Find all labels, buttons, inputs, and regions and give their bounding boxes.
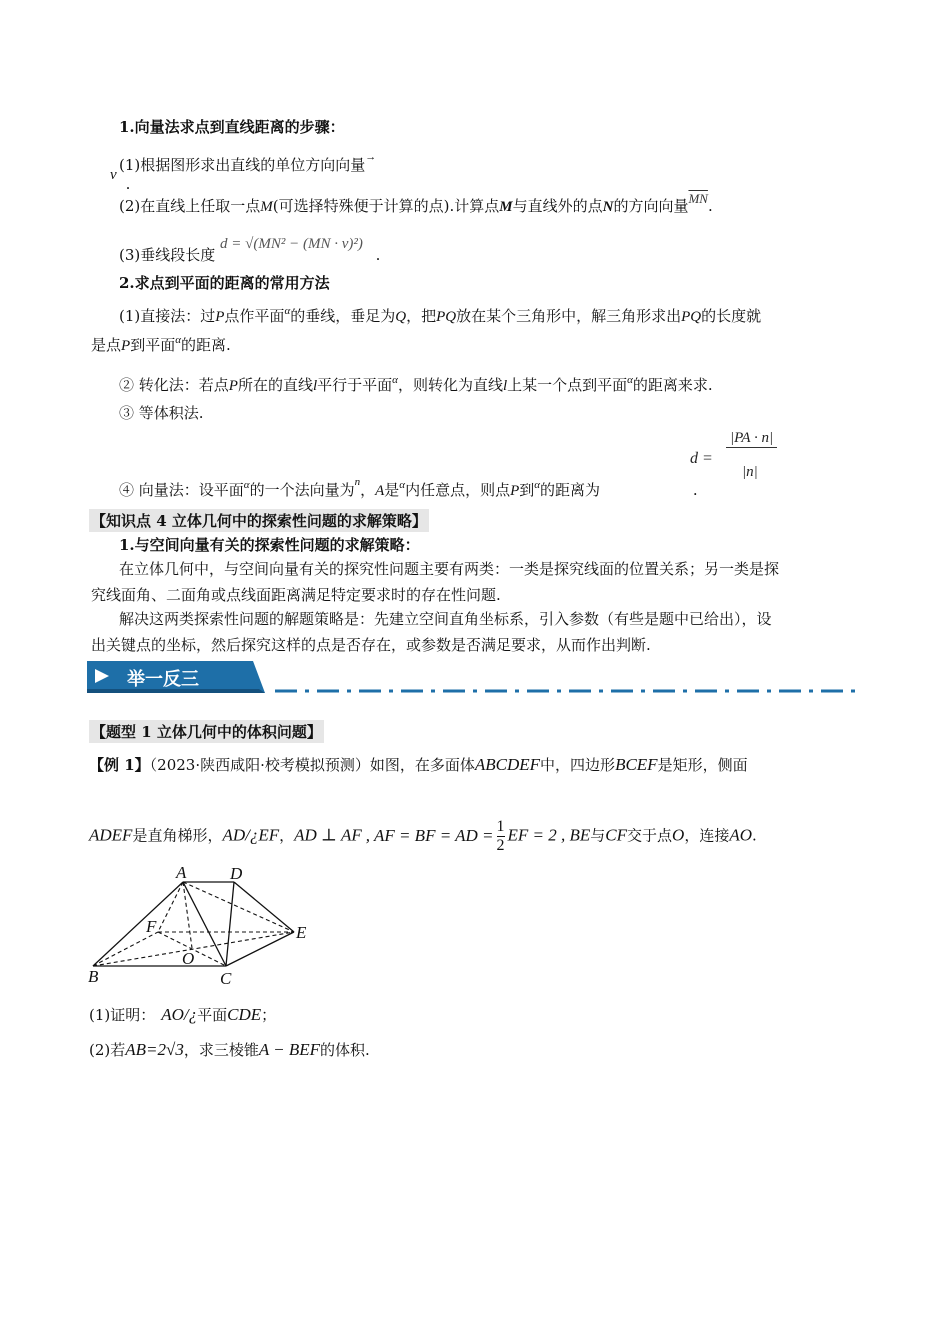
ex-l2-end: . — [752, 826, 757, 845]
m4-c: ， — [360, 481, 376, 499]
m1-d: ，把 — [406, 307, 437, 325]
rect-BCEF: BCEF — [615, 755, 658, 774]
section-title-point-line: 1.向量法求点到直线距离的步骤： — [119, 118, 345, 136]
m1-a: (1)直接法：过 — [119, 307, 216, 325]
m1-g: 是点 — [91, 336, 122, 354]
ex-t1: 中，四边形 — [540, 756, 616, 774]
q1-b: 平面 — [197, 1006, 228, 1024]
example-1-line2 — [89, 818, 757, 855]
edge-AE — [183, 882, 294, 932]
method-2 — [119, 374, 713, 395]
method-3: ③ 等体积法. — [119, 404, 204, 422]
poly-ABCDEF: ABCDEF — [474, 755, 541, 774]
m1-h: 到平面 — [130, 336, 176, 354]
expr-perp: AD ⊥ AF — [294, 825, 362, 845]
q1-expr: AO/¿ — [161, 1005, 198, 1024]
knowledge-point-4-title: 【知识点 4 立体几何中的探索性问题的求解策略】 — [89, 509, 429, 532]
kp4-para2-line2: 出关键点的坐标，然后探究这样的点是否存在，或参数是否满足要求，从而作出判断. — [91, 636, 651, 654]
m2-P: P — [228, 378, 238, 394]
question-1 — [89, 1004, 276, 1025]
edge-CE — [226, 932, 294, 966]
m4-g: 的距离为 — [540, 481, 601, 499]
q1-c: ； — [261, 1006, 277, 1024]
kp4-para1-line1: 在立体几何中，与空间向量有关的探究性问题主要有两类：一类是探究线面的位置关系；另一类是探 — [119, 560, 780, 578]
edge-DC — [226, 882, 234, 966]
line-CF: CF — [605, 825, 628, 845]
q2-b: ，求三棱锥 — [183, 1041, 259, 1059]
question-2 — [89, 1039, 370, 1060]
m2-l: l — [312, 378, 318, 394]
m1-b: 点作平面 — [224, 307, 285, 325]
formula-denominator: |n| — [742, 464, 758, 480]
frac-den: 2 — [496, 837, 505, 854]
m1-PQ-2: PQ — [681, 309, 702, 325]
label-C: C — [220, 969, 232, 987]
m1-PQ: PQ — [436, 309, 457, 325]
vector-v-label: v — [110, 167, 117, 183]
step-2-text-b: (可选择特殊便于计算的点).计算点 — [272, 197, 500, 215]
section-title-point-plane: 2.求点到平面的距离的常用方法 — [119, 274, 330, 292]
formula-d: d = — [690, 450, 713, 467]
example-source: （2023·陕西咸阳·校考模拟预测）如图，在多面体 — [149, 756, 475, 774]
fraction-half — [497, 818, 505, 855]
point-O: O — [672, 825, 685, 845]
q2-a: (2)若 — [89, 1041, 126, 1059]
q2-expr: AB=2√3 — [125, 1040, 184, 1059]
face-ADEF: ADEF — [89, 825, 133, 845]
edge-AF — [158, 882, 183, 932]
alpha-symbol: α — [284, 305, 291, 317]
label-F: F — [146, 917, 157, 936]
m2-a: ② 转化法：若点 — [119, 376, 229, 394]
m4-e: 内任意点，则点 — [405, 481, 511, 499]
vector-MN: $\overline{MN}$ — [688, 191, 708, 206]
alpha-symbol-5: α — [243, 479, 250, 491]
vector-v: → — [365, 151, 377, 163]
step-1-text: (1)根据图形求出直线的单位方向向量 — [119, 156, 366, 174]
label-D: D — [230, 864, 243, 883]
point-M: M — [260, 199, 273, 215]
expr-equal: , AF = BF = AD = — [365, 825, 494, 845]
m1-Q: Q — [395, 309, 407, 325]
ex-l2-t1: 是直角梯形， — [132, 826, 223, 845]
section-banner — [87, 659, 867, 697]
m2-b: 所在的直线 — [237, 376, 313, 394]
plane-CDE: CDE — [227, 1005, 262, 1024]
polyhedron-figure — [86, 862, 316, 987]
q1-a: (1)证明： — [89, 1006, 156, 1024]
m2-e: 上某一个点到平面 — [507, 376, 628, 394]
edge-DE — [234, 882, 294, 932]
step-3: (3)垂线段长度 d = √(MN² − (MN · v)²) . — [119, 236, 381, 264]
ex-l2-t2: ， — [279, 826, 295, 845]
ex-l2-t3: 与 — [590, 826, 606, 845]
q2-c: 的体积. — [320, 1041, 370, 1059]
m4-d: 是 — [384, 481, 400, 499]
m2-f: 的距离来求. — [632, 376, 713, 394]
step-2: (2)在直线上任取一点M(可选择特殊便于计算的点).计算点M与直线外的点N的方向向量$\overline{MN}$. — [119, 191, 713, 215]
method-1 — [91, 303, 866, 361]
m4-A: A — [375, 483, 385, 499]
m4-f: 到 — [519, 481, 535, 499]
ex-l2-t4: 交于点 — [627, 826, 673, 845]
m2-d: ，则转化为直线 — [397, 376, 503, 394]
m2-l-2: l — [502, 378, 508, 394]
vector-n: n — [354, 476, 361, 488]
step-1: (1)根据图形求出直线的单位方向向量→ v . — [110, 151, 377, 193]
alpha-symbol-6: α — [399, 479, 406, 491]
label-A: A — [176, 863, 187, 882]
step-2-text-d: 的方向向量 — [613, 197, 689, 215]
alpha-symbol-4: α — [627, 374, 633, 386]
m1-c: 的垂线，垂足为 — [290, 307, 396, 325]
expr-equal-2: EF = 2 , BE — [507, 825, 591, 845]
m4-b: 的一个法向量为 — [249, 481, 355, 499]
m1-P: P — [215, 309, 225, 325]
alpha-symbol-7: α — [534, 479, 541, 491]
alpha-symbol-2: α — [175, 334, 181, 346]
type-1-title: 【题型 1 立体几何中的体积问题】 — [89, 720, 324, 743]
ex-t2: 是矩形，侧面 — [657, 756, 748, 774]
alpha-symbol-3: α — [392, 374, 398, 386]
formula-numerator: |PA · n| — [726, 430, 777, 448]
m1-P-2: P — [121, 338, 131, 354]
label-E: E — [296, 923, 307, 942]
distance-formula: d = √(MN² − (MN · v)²) — [220, 236, 363, 252]
banner-graphic — [87, 659, 867, 697]
step-2-text-a: (2)在直线上任取一点 — [119, 197, 261, 215]
point-N: N — [602, 199, 614, 215]
q2-expr2: A − BEF — [258, 1040, 321, 1059]
ex-l2-t5: ，连接 — [684, 826, 730, 845]
kp4-para2-line1: 解决这两类探索性问题的解题策略是：先建立空间直角坐标系，引入参数（有些是题中已给出），设 — [119, 610, 772, 628]
step-2-text-c: 与直线外的点 — [512, 197, 603, 215]
label-O: O — [182, 949, 195, 968]
edge-BF — [93, 932, 158, 966]
line-AO: AO — [729, 825, 752, 845]
label-B: B — [88, 967, 99, 986]
frac-num: 1 — [496, 818, 505, 835]
step-3-text: (3)垂线段长度 — [119, 246, 216, 264]
m4-a: ④ 向量法：设平面 — [119, 481, 244, 499]
m2-c: 平行于平面 — [317, 376, 393, 394]
point-M2: M — [499, 199, 513, 215]
kp4-subtitle: 1.与空间向量有关的探索性问题的求解策略： — [119, 536, 420, 554]
m4-P: P — [510, 483, 520, 499]
m1-i: 的距离. — [180, 336, 231, 354]
example-tag: 【例 1】 — [89, 756, 150, 774]
method-4: ④ 向量法：设平面$^\alpha$的一个法向量为$^n$，A是$^\alpha$内任意点，则点P到$^\alpha$的距离为 . — [119, 476, 698, 499]
expr-parallel: AD/¿EF — [222, 825, 280, 845]
banner-label: 举一反三 — [127, 669, 199, 690]
m1-e: 放在某个三角形中，解三角形求出 — [456, 307, 682, 325]
example-1-line1 — [89, 754, 748, 775]
m1-f: 的长度就 — [701, 307, 762, 325]
kp4-para1-line2: 究线面角、二面角或点线面距离满足特定要求时的存在性问题. — [91, 586, 501, 604]
